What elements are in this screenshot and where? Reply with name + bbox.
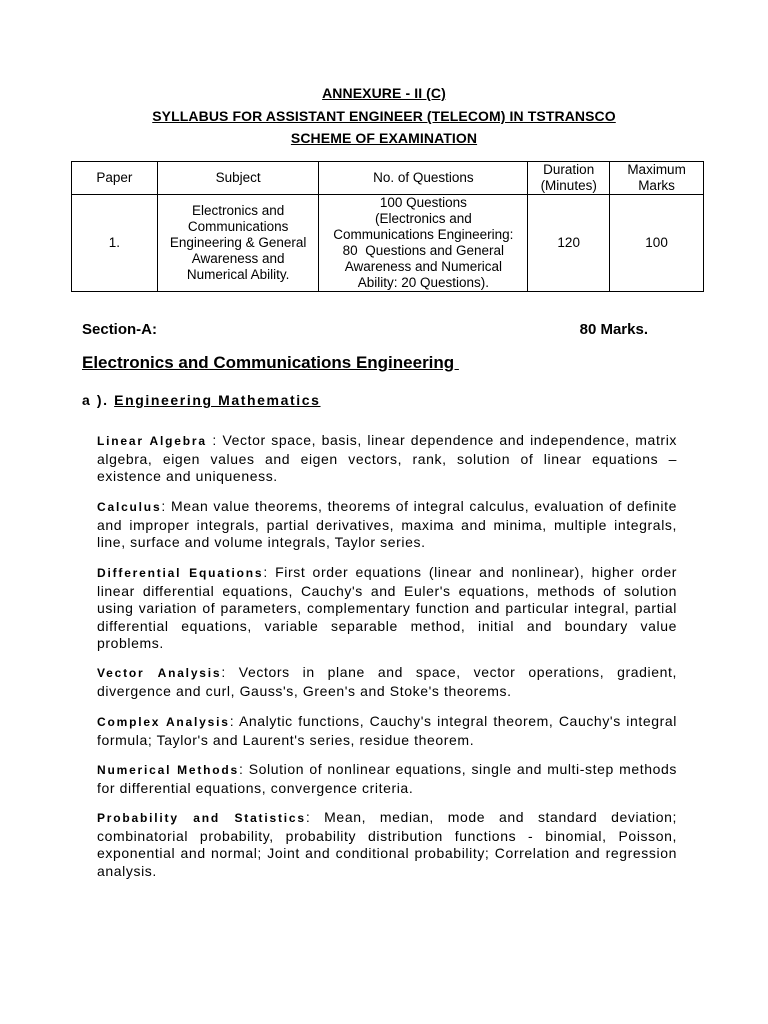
topic-sep: : (229, 713, 239, 729)
topic-term: Numerical Methods (97, 763, 240, 777)
header-duration (528, 162, 610, 195)
section-label: Section-A: (82, 321, 157, 338)
topic-sep: : (305, 809, 325, 825)
topic-sep: : (206, 432, 223, 448)
questions-line: (Electronics and (374, 211, 472, 226)
subject-line: Communications (187, 219, 289, 234)
topic-text: Solution of nonlinear equations, single and multi-step methods for differential equations, convergence criteria. (97, 761, 677, 796)
cell-subject (157, 195, 319, 292)
topic-paragraph (97, 498, 677, 552)
topic-paragraph (97, 761, 677, 797)
scheme-heading: SCHEME OF EXAMINATION (290, 130, 478, 146)
topic-paragraph (97, 432, 677, 486)
topic-paragraph (97, 713, 677, 749)
annexure-heading: ANNEXURE - II (C) (322, 85, 446, 101)
topic-term: Linear Algebra (97, 434, 207, 448)
section-marks: 80 Marks. (579, 321, 648, 338)
scheme-table (71, 161, 704, 292)
header-subject: Subject (157, 162, 319, 195)
topic-text: Vector space, basis, linear dependence and independence, matrix algebra, eigen values and eigen vectors, rank, solution of linear equations – existence and uniqueness. (97, 432, 678, 485)
cell-marks: 100 (610, 195, 704, 292)
cell-questions (319, 195, 528, 292)
table-header-row (72, 162, 704, 195)
syllabus-heading: SYLLABUS FOR ASSISTANT ENGINEER (TELECOM) IN TSTRANSCO (152, 108, 616, 124)
topic-sep: : (263, 564, 276, 580)
questions-line: Awareness and Numerical (344, 259, 503, 274)
subsection-title: Engineering Mathematics (114, 392, 321, 408)
table-row (72, 195, 704, 292)
topic-term: Vector Analysis (97, 666, 222, 680)
header-duration-line2: (Minutes) (540, 178, 597, 193)
header-max-line1: Maximum (627, 162, 686, 177)
topic-sep: : (239, 761, 249, 777)
topic-term: Probability and Statistics (97, 811, 306, 825)
header-duration-line1: Duration (543, 162, 595, 177)
topic-term: Differential Equations (97, 566, 264, 580)
header-paper: Paper (72, 162, 158, 195)
topic-term: Complex Analysis (97, 715, 230, 729)
topic-text: Vectors in plane and space, vector operations, gradient, divergence and curl, Gauss's, Green's and Stoke's theorems. (97, 664, 677, 699)
topic-text: Analytic functions, Cauchy's integral theorem, Cauchy's integral formula; Taylor's and Laurent's series, residue theorem. (97, 713, 677, 748)
topic-text: First order equations (linear and nonlinear), higher order linear differential equations, Cauchy's and Euler's equations, methods of solution using variation of parameters, complementary function and particular integral, partial differential equations, variable separable method, initial and boundary value problems. (97, 564, 678, 652)
section-title: Electronics and Communications Engineering (82, 353, 459, 372)
questions-line: Ability: 20 Questions). (357, 275, 490, 290)
subject-line: Electronics and (191, 203, 285, 218)
subsection-prefix: a ). (82, 392, 115, 408)
topic-sep: : (161, 498, 171, 514)
subject-line: Engineering & General (169, 235, 307, 250)
subsection-heading (82, 392, 321, 408)
cell-duration: 120 (528, 195, 610, 292)
topic-paragraph (97, 664, 677, 700)
topic-sep: : (221, 664, 239, 680)
questions-line: 100 Questions (379, 195, 467, 210)
topic-paragraph (97, 564, 677, 653)
subject-line: Awareness and (191, 251, 285, 266)
subject-line: Numerical Ability. (186, 267, 290, 282)
questions-line: 80 Questions and General (342, 243, 505, 258)
topic-term: Calculus (97, 500, 162, 514)
header-questions: No. of Questions (319, 162, 528, 195)
section-a-row (82, 321, 648, 338)
topic-text: Mean value theorems, theorems of integral calculus, evaluation of definite and improper integrals, partial derivatives, maxima and minima, multiple integrals, line, surface and volume integrals, Taylor series. (97, 498, 678, 551)
cell-paper: 1. (72, 195, 158, 292)
questions-line: Communications Engineering: (333, 227, 514, 242)
topic-paragraph (97, 809, 677, 880)
topic-text: Mean, median, mode and standard deviation; combinatorial probability, probability distribution functions - binomial, Poisson, exponential and normal; Joint and conditional probability; Correlation and regression analysis. (97, 809, 677, 879)
header-max-line2: Marks (638, 178, 675, 193)
header-max-marks (610, 162, 704, 195)
